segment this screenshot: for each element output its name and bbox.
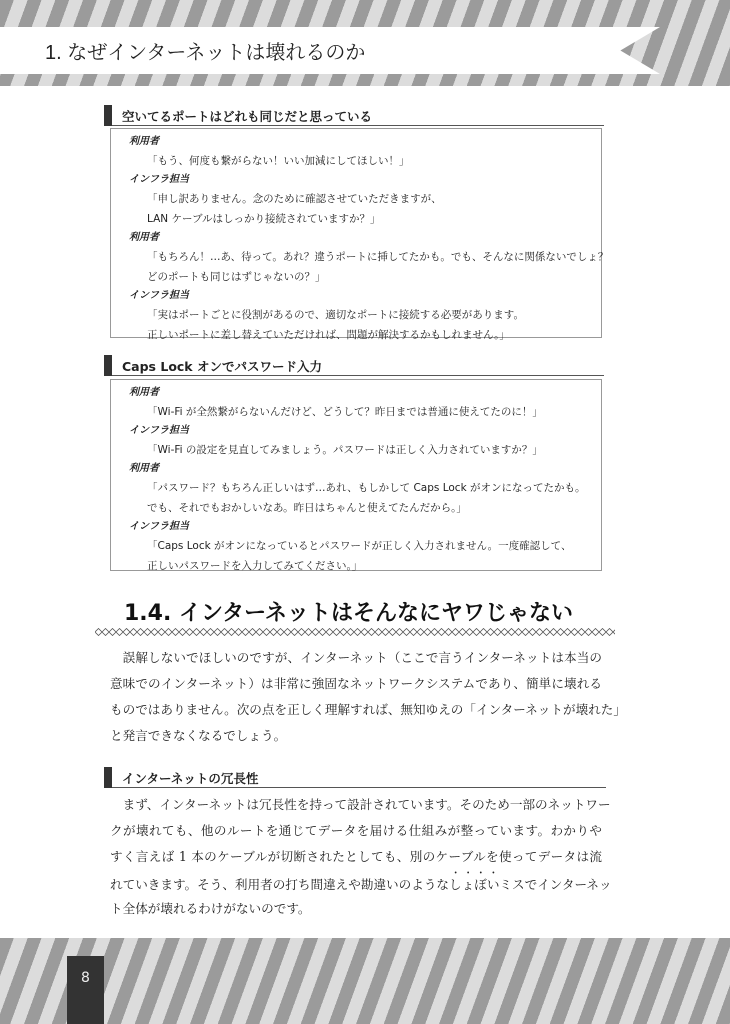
speaker-label: 利用者 — [129, 136, 159, 147]
footer-stripes — [0, 938, 730, 1024]
dialogue-line: 「パスワード？もちろん正しいはず…あれ、もしかして Caps Lock がオンになってたかも。 — [147, 482, 586, 494]
emphasized-text: しょぼい — [449, 877, 500, 892]
dialogue-line: 正しいポートに差し替えていただければ、問題が解決するかもしれません。」 — [147, 329, 510, 341]
zigzag-divider — [95, 628, 615, 636]
paragraph-line: すく言えば 1 本のケーブルが切断されたとしても、別のケーブルを使ってデータは流 — [110, 849, 602, 864]
speaker-label: インフラ担当 — [129, 521, 189, 532]
paragraph-line: ものではありません。次の点を正しく理解すれば、無知ゆえの「インターネットが壊れた」 — [110, 702, 626, 717]
speaker-label: インフラ担当 — [129, 174, 189, 185]
dialogue-box-1 — [110, 128, 609, 341]
case2-heading-text: Caps Lock オンでパスワード入力 — [122, 359, 322, 374]
paragraph-line: と発言できなくなるでしょう。 — [110, 728, 287, 743]
dialogue-line: 正しいパスワードを入力してみてください。」 — [147, 560, 363, 572]
dialogue-line: 「もちろん！…あ、待って。あれ？違うポートに挿してたかも。でも、そんなに関係ないでしょ？ — [147, 251, 609, 263]
heading-marker — [104, 355, 112, 376]
dialogue-line: 「もう、何度も繋がらない！いい加減にしてほしい！」 — [147, 155, 410, 167]
paragraph-line: 誤解しないでほしいのですが、インターネット（ここで言うインターネットは本当の — [110, 650, 602, 665]
speaker-label: インフラ担当 — [129, 425, 189, 436]
paragraph-line: 意味でのインターネット）は非常に強固なネットワークシステムであり、簡単に壊れる — [110, 676, 602, 691]
dialogue-line: 「申し訳ありません。念のために確認させていただきますが、 — [147, 193, 442, 205]
text-span: ミスでインターネッ — [499, 877, 612, 892]
case1-heading — [104, 105, 604, 126]
speaker-label: 利用者 — [129, 232, 159, 243]
subheading — [104, 767, 606, 788]
speaker-label: 利用者 — [129, 463, 159, 474]
intro-paragraph — [110, 645, 626, 749]
heading-marker — [104, 105, 112, 126]
section-title: 1.4. インターネットはそんなにヤワじゃない — [124, 601, 574, 626]
paragraph-line: ト全体が壊れるわけがないのです。 — [110, 901, 311, 916]
speaker-label: インフラ担当 — [129, 290, 189, 301]
dialogue-line: でも、それでもおかしいなあ。昨日はちゃんと使えてたんだから。」 — [147, 502, 467, 514]
heading-marker — [104, 767, 112, 788]
body-paragraph — [110, 792, 612, 922]
dialogue-line: どのポートも同じはずじゃないの？」 — [147, 271, 326, 283]
chapter-title: 1. なぜインターネットは壊れるのか — [45, 42, 366, 64]
text-span: れていきます。そう、利用者の打ち間違えや勘違いのような — [110, 877, 450, 892]
page-number: 8 — [81, 970, 90, 986]
case2-heading — [104, 355, 604, 376]
paragraph-line — [110, 870, 612, 896]
subheading-text: インターネットの冗長性 — [122, 771, 259, 786]
dialogue-line: 「Wi-Fi の設定を見直してみましょう。パスワードは正しく入力されていますか？」 — [147, 444, 543, 456]
speaker-label: 利用者 — [129, 387, 159, 398]
case1-heading-text: 空いてるポートはどれも同じだと思っている — [122, 109, 373, 124]
dialogue-line: 「Wi-Fi が全然繋がらないんだけど、どうして？昨日までは普通に使えてたのに！」 — [147, 406, 543, 418]
paragraph-line: まず、インターネットは冗長性を持って設計されています。そのため一部のネットワー — [110, 797, 611, 812]
page-number-tab — [67, 956, 104, 1024]
dialogue-line: 「Caps Lock がオンになっているとパスワードが正しく入力されません。一度確認して、 — [147, 540, 572, 552]
dialogue-line: LAN ケーブルはしっかり接続されていますか？」 — [147, 213, 381, 225]
paragraph-line: クが壊れても、他のルートを通じてデータを届ける仕組みが整っています。わかりや — [110, 823, 602, 838]
dialogue-line: 「実はポートごとに役割があるので、適切なポートに接続する必要があります。 — [147, 309, 524, 321]
dialogue-box-2 — [110, 379, 602, 571]
